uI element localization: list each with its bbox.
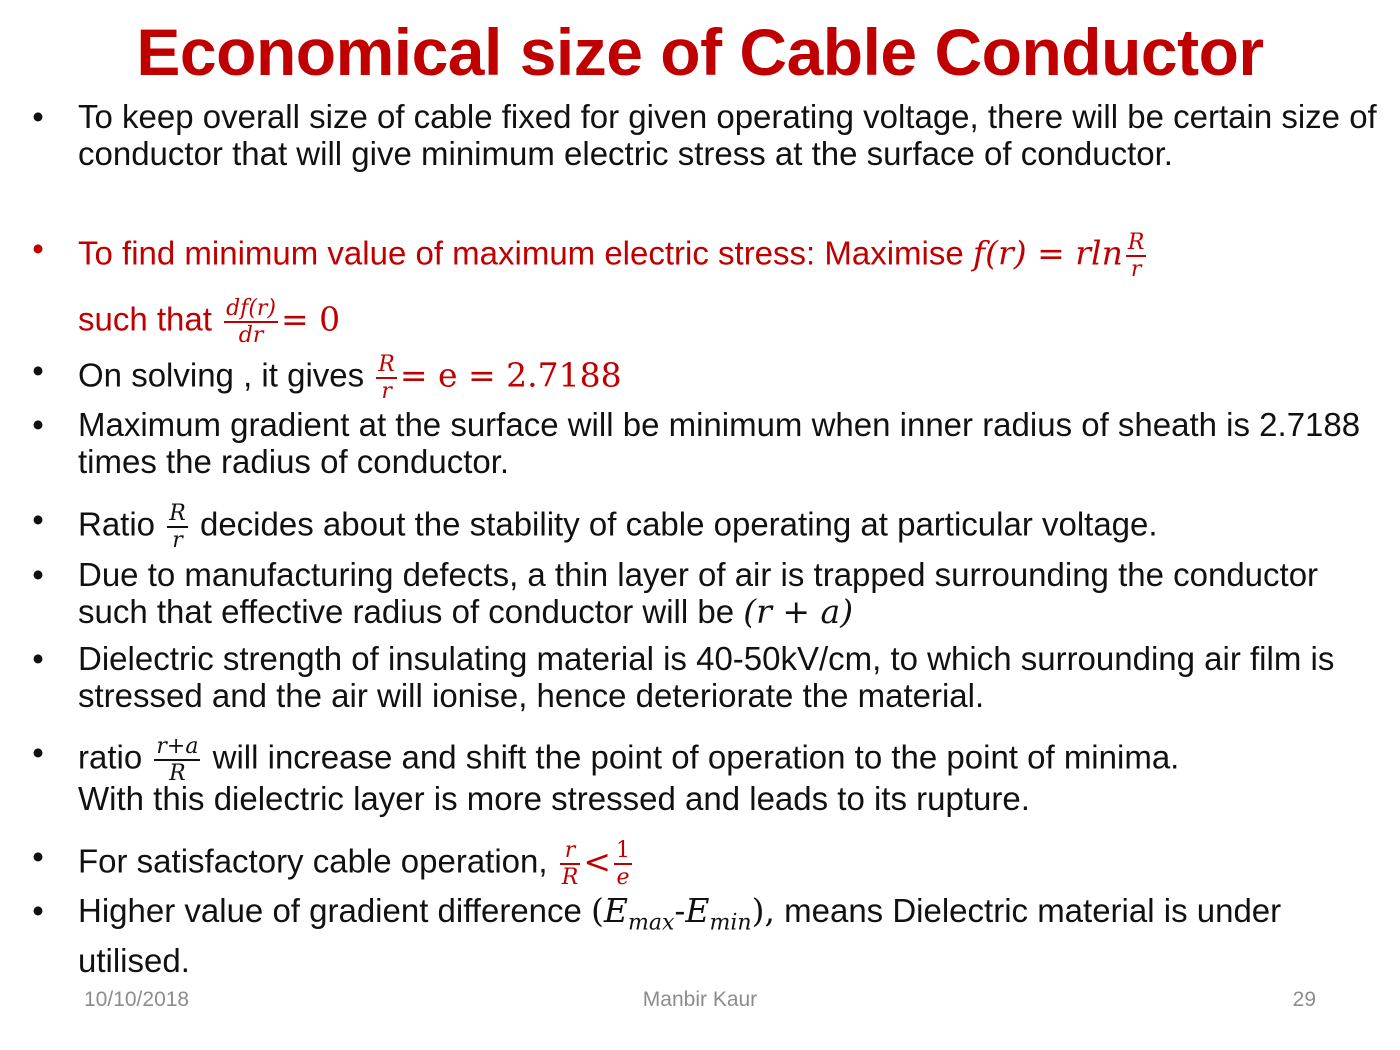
- bullet-text-line2: With this dielectric layer is more stressed and leads to its rupture.: [78, 780, 1030, 817]
- bullet-dot: •: [32, 406, 44, 443]
- bullet-dot: •: [32, 352, 44, 389]
- maximise-line: To find minimum value of maximum electric stress: Maximise f(r) = rln $\frac{R}{r}$: [78, 230, 1145, 282]
- derivative-line: such that $\frac{df(r)}{dr}$ = 0: [78, 296, 341, 348]
- fraction-R-over-r: $\frac{R}{r}$: [169, 501, 186, 553]
- bullet-text: Maximum gradient at the surface will be minimum when inner radius of sheath is 2.7188 times the radius of conductor.: [78, 406, 1361, 480]
- e-max: $E_{max}$: [603, 891, 675, 936]
- bullet-text: Dielectric strength of insulating material is 40-50kV/cm, to which surrounding air film is stressed and the air will ionise, hence deteriorate the material.: [78, 640, 1335, 714]
- fraction-R-over-r: $\frac{R}{r}$: [1127, 230, 1145, 282]
- fraction-R-over-r: $\frac{R}{r}$: [378, 352, 395, 404]
- bullet-dot: •: [32, 556, 44, 593]
- footer-author: Manbir Kaur: [642, 988, 758, 1011]
- bullet-text: To keep overall size of cable fixed for given operating voltage, there will be certain size of conductor that will give minimum electric stress at the surface of conductor.: [78, 98, 1377, 172]
- function-expression: f(r) = rln: [972, 233, 1123, 273]
- bullet-dot: •: [32, 892, 44, 929]
- footer-page-number: 29: [1292, 988, 1316, 1011]
- derivative-equals-zero: = 0: [281, 299, 341, 339]
- footer-date: 10/10/2018: [84, 988, 190, 1011]
- fraction-r-plus-a-over-R: $\frac{r+a}{R}$: [156, 734, 199, 786]
- e-min: $E_{min}$: [685, 891, 752, 936]
- inequality: $\frac{r}{R}$ < $\frac{1}{e}$: [561, 838, 630, 890]
- ratio-value: = e = 2.7188: [399, 355, 622, 395]
- bullet-dot: •: [32, 640, 44, 677]
- bullet-dot: •: [32, 734, 44, 771]
- derivative-fraction: $\frac{df(r)}{dr}$: [226, 296, 277, 348]
- bullet-dot: •: [32, 838, 44, 875]
- slide-title: Economical size of Cable Conductor: [136, 15, 1264, 89]
- bullet-dot: •: [32, 501, 44, 538]
- bullet-dot: •: [32, 98, 44, 135]
- effective-radius-expression: (r + a): [743, 592, 854, 631]
- bullet-dot: •: [32, 230, 44, 267]
